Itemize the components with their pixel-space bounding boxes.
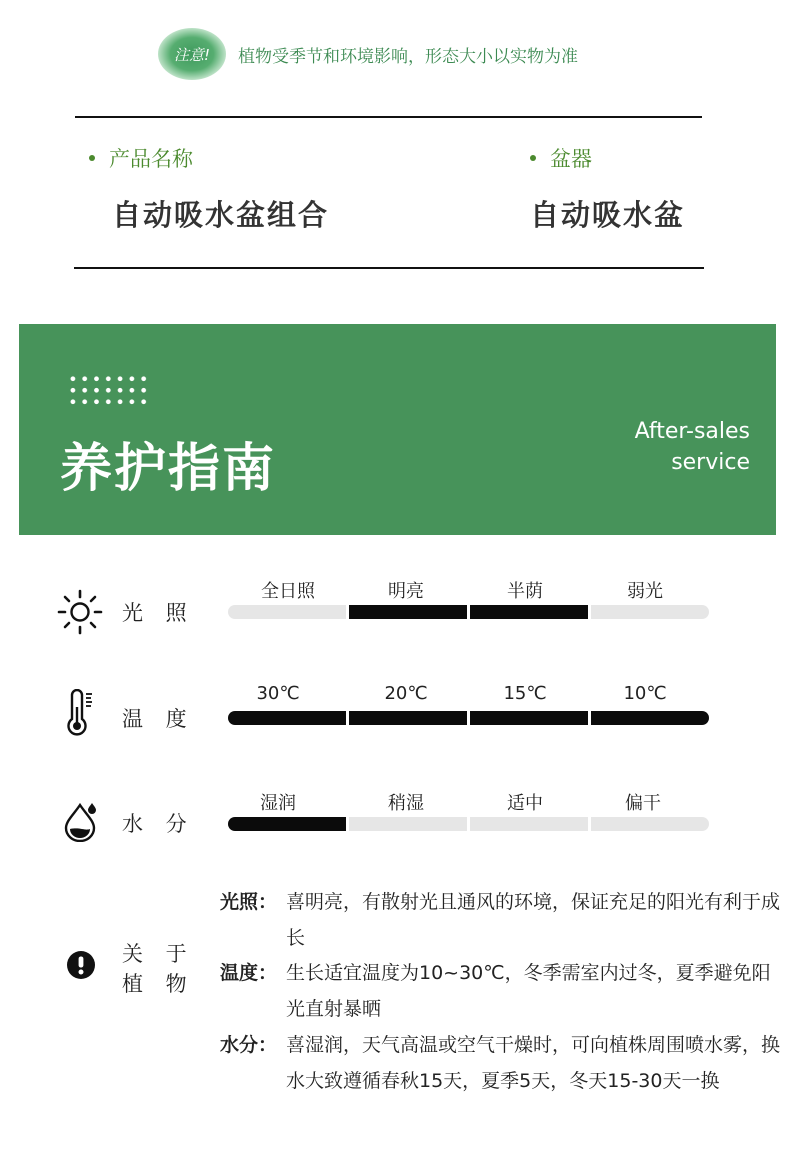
water-level-label: 偏干 [625, 793, 661, 814]
about-item-text: 喜湿润，天气高温或空气干燥时，可向植株周围喷水雾，换水大致遵循春秋15天，夏季5天，冬天15-30天一换 [286, 1034, 781, 1092]
temperature-segment [591, 711, 709, 725]
light-label: 光 照 [122, 601, 195, 625]
product-name-value: 自动吸水盆组合 [112, 198, 330, 232]
pot-value: 自动吸水盆 [530, 198, 686, 232]
care-guide-banner [19, 324, 776, 535]
water-segment [470, 817, 588, 831]
divider-bottom [74, 267, 704, 269]
about-item-key: 光照： [220, 891, 278, 913]
temperature-segment [470, 711, 588, 725]
sun-icon [57, 589, 103, 635]
temperature-level-label: 10℃ [623, 683, 667, 704]
light-segment [591, 605, 709, 619]
temperature-level-label: 20℃ [384, 683, 428, 704]
bullet-icon [530, 155, 536, 161]
water-level-label: 适中 [507, 793, 543, 814]
thermometer-icon [64, 689, 98, 737]
product-name-label: 产品名称 [89, 143, 193, 173]
water-segment [228, 817, 346, 831]
water-segment [591, 817, 709, 831]
temperature-segment [228, 711, 346, 725]
temperature-level-label: 30℃ [256, 683, 300, 704]
light-level-label: 全日照 [261, 581, 315, 602]
temperature-level-bar [228, 711, 709, 725]
about-plant-label: 关 于 植 物 [122, 942, 195, 996]
bullet-icon [89, 155, 95, 161]
water-level-label: 稍湿 [388, 793, 424, 814]
water-drop-icon [61, 800, 99, 842]
banner-subtitle: After-sales service [634, 419, 750, 475]
exclamation-icon [67, 951, 95, 979]
water-level-label: 湿润 [260, 793, 296, 814]
light-level-label: 弱光 [627, 581, 663, 602]
banner-title: 养护指南 [60, 439, 277, 499]
notice [158, 28, 578, 80]
about-item-temperature [220, 955, 780, 1027]
temperature-level-label: 15℃ [503, 683, 547, 704]
notice-text: 植物受季节和环境影响，形态大小以实物为准 [238, 46, 578, 67]
water-level-bar [228, 817, 709, 831]
light-segment [470, 605, 588, 619]
water-label: 水 分 [122, 812, 195, 836]
about-item-water [220, 1027, 780, 1099]
dot-grid-icon [67, 373, 151, 407]
about-item-key: 水分： [220, 1034, 278, 1056]
about-item-text: 生长适宜温度为10~30℃，冬季需室内过冬，夏季避免阳光直射暴晒 [286, 962, 771, 1020]
about-item-light [220, 884, 780, 956]
light-segment [228, 605, 346, 619]
pot-label: 盆器 [530, 143, 592, 173]
temperature-segment [349, 711, 467, 725]
notice-badge: 注意! [158, 28, 226, 80]
water-segment [349, 817, 467, 831]
light-level-bar [228, 605, 709, 619]
about-item-text: 喜明亮，有散射光且通风的环境，保证充足的阳光有利于成长 [286, 891, 781, 949]
about-item-key: 温度： [220, 962, 278, 984]
temperature-label: 温 度 [122, 707, 195, 731]
divider-top [75, 116, 702, 118]
light-level-label: 半荫 [507, 581, 543, 602]
light-segment [349, 605, 467, 619]
light-level-label: 明亮 [388, 581, 424, 602]
